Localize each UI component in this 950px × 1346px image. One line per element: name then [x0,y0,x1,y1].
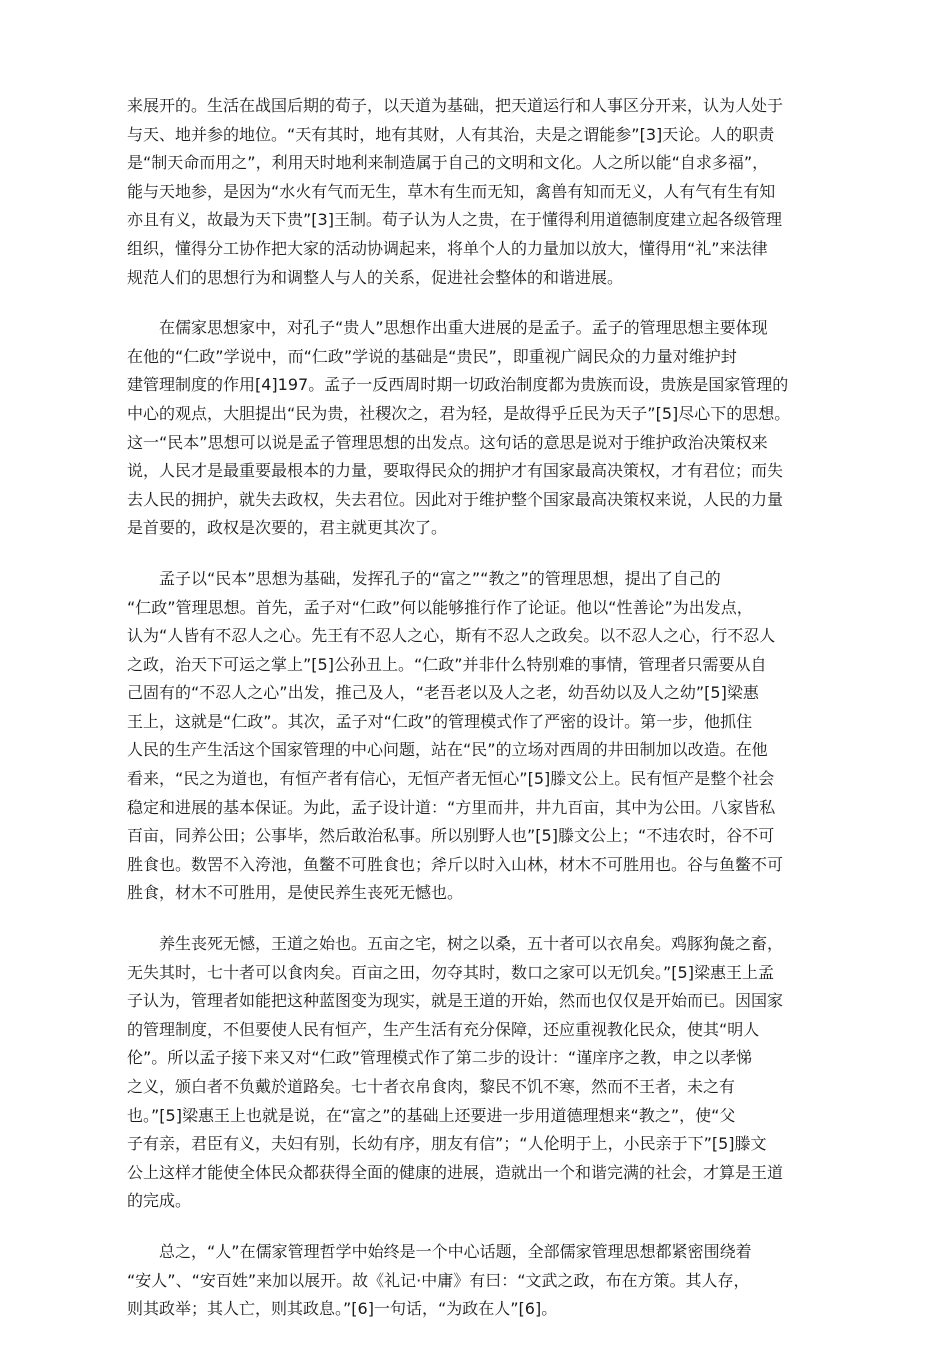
text-line: 孟子以“民本”思想为基础，发挥孔子的“富之”“教之”的管理思想，提出了自己的 [159,568,721,588]
paragraph [127,1238,835,1324]
text-line: 组织，懂得分工协作把大家的活动协调起来，将单个人的力量加以放大，懂得用“礼”来法律 [127,238,768,258]
text-line: 之政，治天下可运之掌上”[5]公孙丑上。“仁政”并非什么特别难的事情，管理者只需要从自 [127,654,767,674]
text-line: 与天、地并参的地位。“天有其时，地有其财，人有其治，夫是之谓能参”[3]天论。人的职责 [127,124,775,144]
document-body [127,92,835,1346]
text-line: 之义，颁白者不负戴於道路矣。七十者衣帛食肉，黎民不饥不寒，然而不王者，未之有 [127,1077,736,1096]
text-line: 认为“人皆有不忍人之心。先王有不忍人之心，斯有不忍人之政矣。以不忍人之心，行不忍人 [127,626,776,646]
text-line: 王上，这就是“仁政”。其次，孟子对“仁政”的管理模式作了严密的设计。第一步，他抓住 [127,711,753,731]
text-line: 子有亲，君臣有义，夫妇有别，长幼有序，朋友有信”；“人伦明于上，小民亲于下”[5]滕文 [127,1134,767,1154]
text-line: 胜食，材木不可胜用，是使民养生丧死无憾也。 [127,883,464,903]
text-line: 能与天地参，是因为“水火有气而无生，草木有生而无知，禽兽有知而无义，人有气有生有知 [127,181,776,201]
text-line: 稳定和进展的基本保证。为此，孟子设计道：“方里而井，井九百亩，其中为公田。八家皆私 [127,797,776,817]
text-line: 亦且有义，故最为天下贵”[3]王制。荀子认为人之贵，在于懂得利用道德制度建立起各级管理 [127,210,782,230]
paragraph [127,314,835,543]
text-line: 建管理制度的作用[4]197。孟子一反西周时期一切政治制度都为贵族而设，贵族是国家管理的 [127,375,789,395]
text-line: 的完成。 [127,1191,192,1211]
text-line: 公上这样才能使全体民众都获得全面的健康的进展，造就出一个和谐完满的社会，才算是王道 [127,1162,784,1182]
text-line: 说，人民才是最重要最根本的力量，要取得民众的拥护才有国家最高决策权，才有君位；而失 [127,461,784,481]
text-line: 也。”[5]梁惠王上也就是说，在“富之”的基础上还要进一步用道德理想来“教之”，使“父 [127,1105,736,1125]
text-line: 在他的“仁政”学说中，而“仁政”学说的基础是“贵民”，即重视广阔民众的力量对维护封 [127,346,737,366]
text-line: 是首要的，政权是次要的，君主就更其次了。 [127,518,448,538]
text-line: 是“制天命而用之”，利用天时地利来制造属于自己的文明和文化。人之所以能“自求多福”， [127,153,769,173]
text-line: 看来，“民之为道也，有恒产者有信心，无恒产者无恒心”[5]滕文公上。民有恒产是整个社会 [127,769,775,789]
text-line: 规范人们的思想行为和调整人与人的关系，促进社会整体的和谐进展。 [127,267,624,287]
text-line: 胜食也。数罟不入洿池，鱼鳖不可胜食也；斧斤以时入山林，材木不可胜用也。谷与鱼鳖不可 [127,854,784,874]
text-line: 己固有的“不忍人之心”出发，推己及人，“老吾老以及人之老，幼吾幼以及人之幼”[5]梁惠 [127,683,759,703]
text-line: 总之，“人”在儒家管理哲学中始终是一个中心话题，全部儒家管理思想都紧密围绕着 [159,1241,752,1261]
text-line: 的管理制度，不但要使人民有恒产，生产生活有充分保障，还应重视教化民众，使其“明人 [127,1019,760,1039]
text-line: 则其政举；其人亡，则其政息。”[6]一句话，“为政在人”[6]。 [127,1299,558,1319]
text-line: “安人”、“安百姓”来加以展开。故《礼记·中庸》有曰：“文武之政，布在方策。其人存， [127,1270,750,1290]
paragraph [127,92,835,292]
text-line: 去人民的拥护，就失去政权，失去君位。因此对于维护整个国家最高决策权来说，人民的力量 [127,489,784,509]
text-line: 来展开的。生活在战国后期的荀子，以天道为基础，把天道运行和人事区分开来，认为人处于 [127,96,784,115]
text-line: 中心的观点，大胆提出“民为贵，社稷次之，君为轻，是故得乎丘民为天子”[5]尽心下的思想。 [127,403,791,423]
text-line: 百亩，同养公田；公事毕，然后敢治私事。所以别野人也”[5]滕文公上；“不违农时，谷不可 [127,826,775,846]
text-line: 无失其时，七十者可以食肉矣。百亩之田，勿夺其时，数口之家可以无饥矣。”[5]梁惠王上孟 [127,962,774,982]
text-line: 子认为，管理者如能把这种蓝图变为现实，就是王道的开始，然而也仅仅是开始而已。因国家 [127,991,784,1011]
text-line: “仁政”管理思想。首先，孟子对“仁政”何以能够推行作了论证。他以“性善论”为出发点， [127,597,753,617]
text-line: 养生丧死无憾，王道之始也。五亩之宅，树之以桑，五十者可以衣帛矣。鸡豚狗彘之畜， [159,934,784,954]
text-line: 这一“民本”思想可以说是孟子管理思想的出发点。这句话的意思是说对于维护政治决策权来 [127,432,768,452]
text-line: 伦”。所以孟子接下来又对“仁政”管理模式作了第二步的设计：“谨庠序之教，申之以孝悌 [127,1048,753,1068]
paragraph [127,565,835,908]
text-line: 人民的生产生活这个国家管理的中心问题，站在“民”的立场对西周的井田制加以改造。在他 [127,740,768,760]
paragraph [127,930,835,1216]
text-line: 在儒家思想家中，对孔子“贵人”思想作出重大进展的是孟子。孟子的管理思想主要体现 [159,318,768,338]
